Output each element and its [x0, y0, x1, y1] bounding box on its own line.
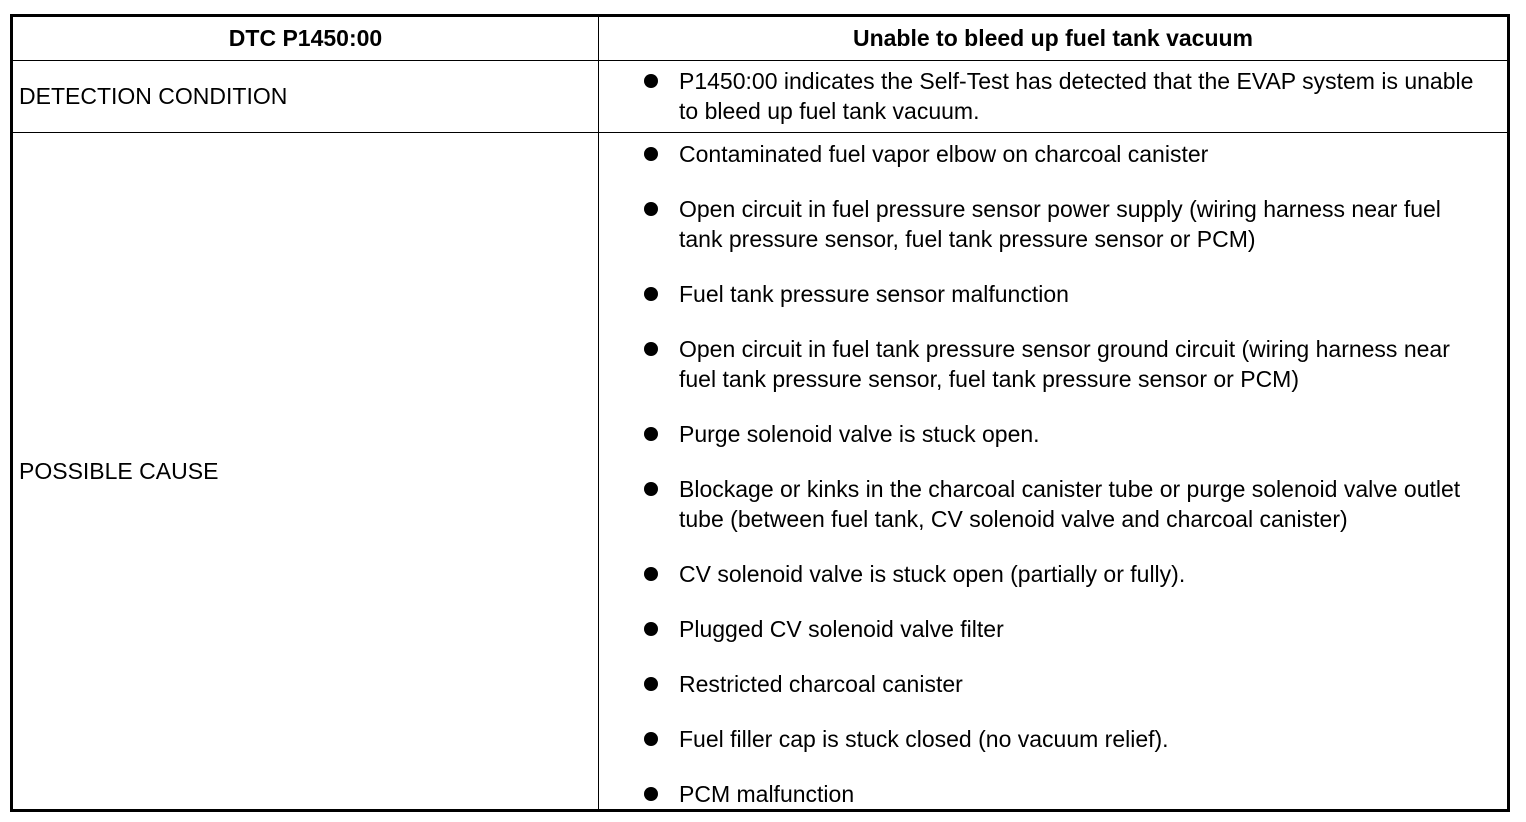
list-item — [599, 474, 1507, 534]
bullet-icon — [644, 732, 658, 746]
dtc-table — [10, 14, 1510, 812]
dtc-description-header: Unable to bleed up fuel tank vacuum — [852, 25, 1253, 51]
list-item-text: CV solenoid valve is stuck open (partially or fully). — [679, 561, 1186, 587]
list-item-text: Fuel tank pressure sensor malfunction — [679, 281, 1069, 307]
bullet-icon — [644, 427, 658, 441]
bullet-icon — [644, 677, 658, 691]
possible-cause-label: POSSIBLE CAUSE — [13, 133, 599, 809]
possible-cause-cell — [599, 133, 1507, 809]
bullet-icon — [644, 147, 658, 161]
possible-cause-list — [599, 139, 1507, 809]
list-item — [599, 194, 1507, 254]
list-item — [599, 669, 1507, 699]
table-header-row — [13, 17, 1507, 61]
bullet-icon — [644, 567, 658, 581]
list-item — [599, 334, 1507, 394]
dtc-code-header: DTC P1450:00 — [13, 17, 599, 60]
list-item-text: Contaminated fuel vapor elbow on charcoal canister — [679, 141, 1209, 167]
detection-condition-list — [599, 66, 1507, 126]
bullet-icon — [644, 202, 658, 216]
list-item-text: Purge solenoid valve is stuck open. — [679, 421, 1040, 447]
detection-condition-row — [13, 61, 1507, 133]
list-item-text: Open circuit in fuel pressure sensor power supply (wiring harness near fuel tank pressure sensor, fuel tank pressure sensor or PCM) — [679, 196, 1441, 252]
detection-condition-cell — [599, 61, 1507, 132]
bullet-icon — [644, 482, 658, 496]
list-item-text: Fuel filler cap is stuck closed (no vacuum relief). — [679, 726, 1169, 752]
bullet-icon — [644, 622, 658, 636]
bullet-icon — [644, 787, 658, 801]
list-item — [599, 614, 1507, 644]
list-item — [599, 279, 1507, 309]
bullet-icon — [644, 74, 658, 88]
list-item-text: Restricted charcoal canister — [679, 671, 963, 697]
list-item — [599, 419, 1507, 449]
list-item-text: Plugged CV solenoid valve filter — [679, 616, 1004, 642]
possible-cause-row — [13, 133, 1507, 809]
bullet-icon — [644, 342, 658, 356]
list-item — [599, 139, 1507, 169]
list-item — [599, 724, 1507, 754]
detection-condition-label: DETECTION CONDITION — [13, 61, 599, 132]
list-item — [599, 779, 1507, 809]
list-item — [599, 66, 1507, 126]
list-item — [599, 559, 1507, 589]
list-item-text: Open circuit in fuel tank pressure sensor ground circuit (wiring harness near fuel tank pressure sensor, fuel tank pressure sensor or PCM) — [679, 336, 1450, 392]
list-item-text: P1450:00 indicates the Self-Test has detected that the EVAP system is unable to bleed up fuel tank vacuum. — [679, 68, 1474, 124]
list-item-text: PCM malfunction — [679, 781, 855, 807]
bullet-icon — [644, 287, 658, 301]
list-item-text: Blockage or kinks in the charcoal canister tube or purge solenoid valve outlet tube (between fuel tank, CV solenoid valve and charcoal canister) — [679, 476, 1461, 532]
